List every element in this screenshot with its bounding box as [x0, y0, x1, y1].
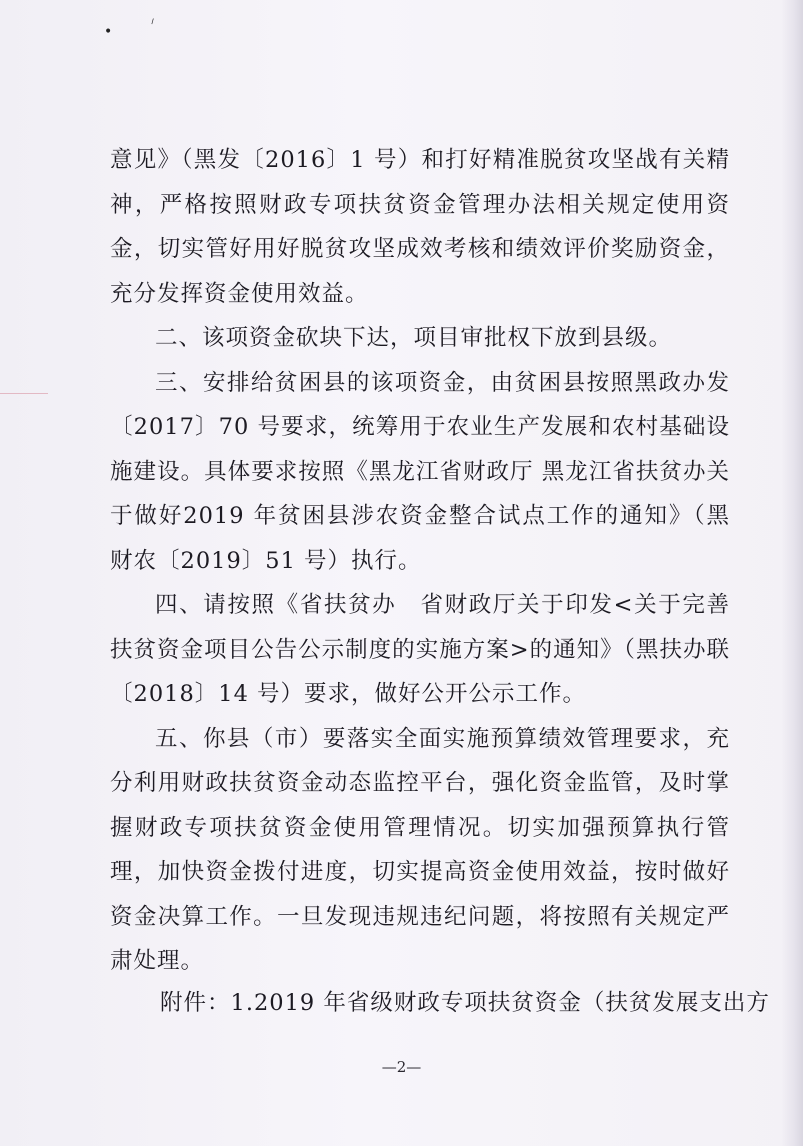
scan-speck: •	[104, 24, 113, 40]
paragraph-opinion: 意见》（黑发〔2016〕1 号）和打好精准脱贫攻坚战有关精神，严格按照财政专项扶贫资金管理办法相关规定使用资金，切实管好用好脱贫攻坚成效考核和绩效评价奖励资金，充分发挥资金使用效益。	[110, 147, 730, 307]
bleed-through-mark	[0, 393, 48, 394]
attachment-line: 附件：1.2019 年省级财政专项扶贫资金（扶贫发展支出方	[160, 990, 770, 1016]
body-text	[110, 138, 730, 984]
paragraph-item-4: 四、请按照《省扶贫办 省财政厅关于印发<关于完善扶贫资金项目公告公示制度的实施方案>的通知》（黑扶办联〔2018〕14 号）要求，做好公开公示工作。	[110, 592, 730, 707]
page-number: —2—	[381, 1058, 422, 1076]
paragraph-item-3: 三、安排给贫困县的该项资金，由贫困县按照黑政办发〔2017〕70 号要求，统筹用于农业生产发展和农村基础设施建设。具体要求按照《黑龙江省财政厅 黑龙江省扶贫办关于做好2019 年贫困县涉农资金整合试点工作的通知》（黑财农〔2019〕51 号）执行。	[110, 369, 730, 574]
scan-speck: ⸝	[145, 11, 158, 27]
paragraph-item-2: 二、该项资金砍块下达，项目审批权下放到县级。	[155, 325, 673, 351]
paragraph-item-5: 五、你县（市）要落实全面实施预算绩效管理要求，充分利用财政扶贫资金动态监控平台，强化资金监管，及时掌握财政专项扶贫资金使用管理情况。切实加强预算执行管理，加快资金拨付进度，切实提高资金使用效益，按时做好资金决算工作。一旦发现违规违纪问题，将按照有关规定严肃处理。	[110, 725, 730, 974]
page-edge-shadow	[781, 0, 803, 1146]
